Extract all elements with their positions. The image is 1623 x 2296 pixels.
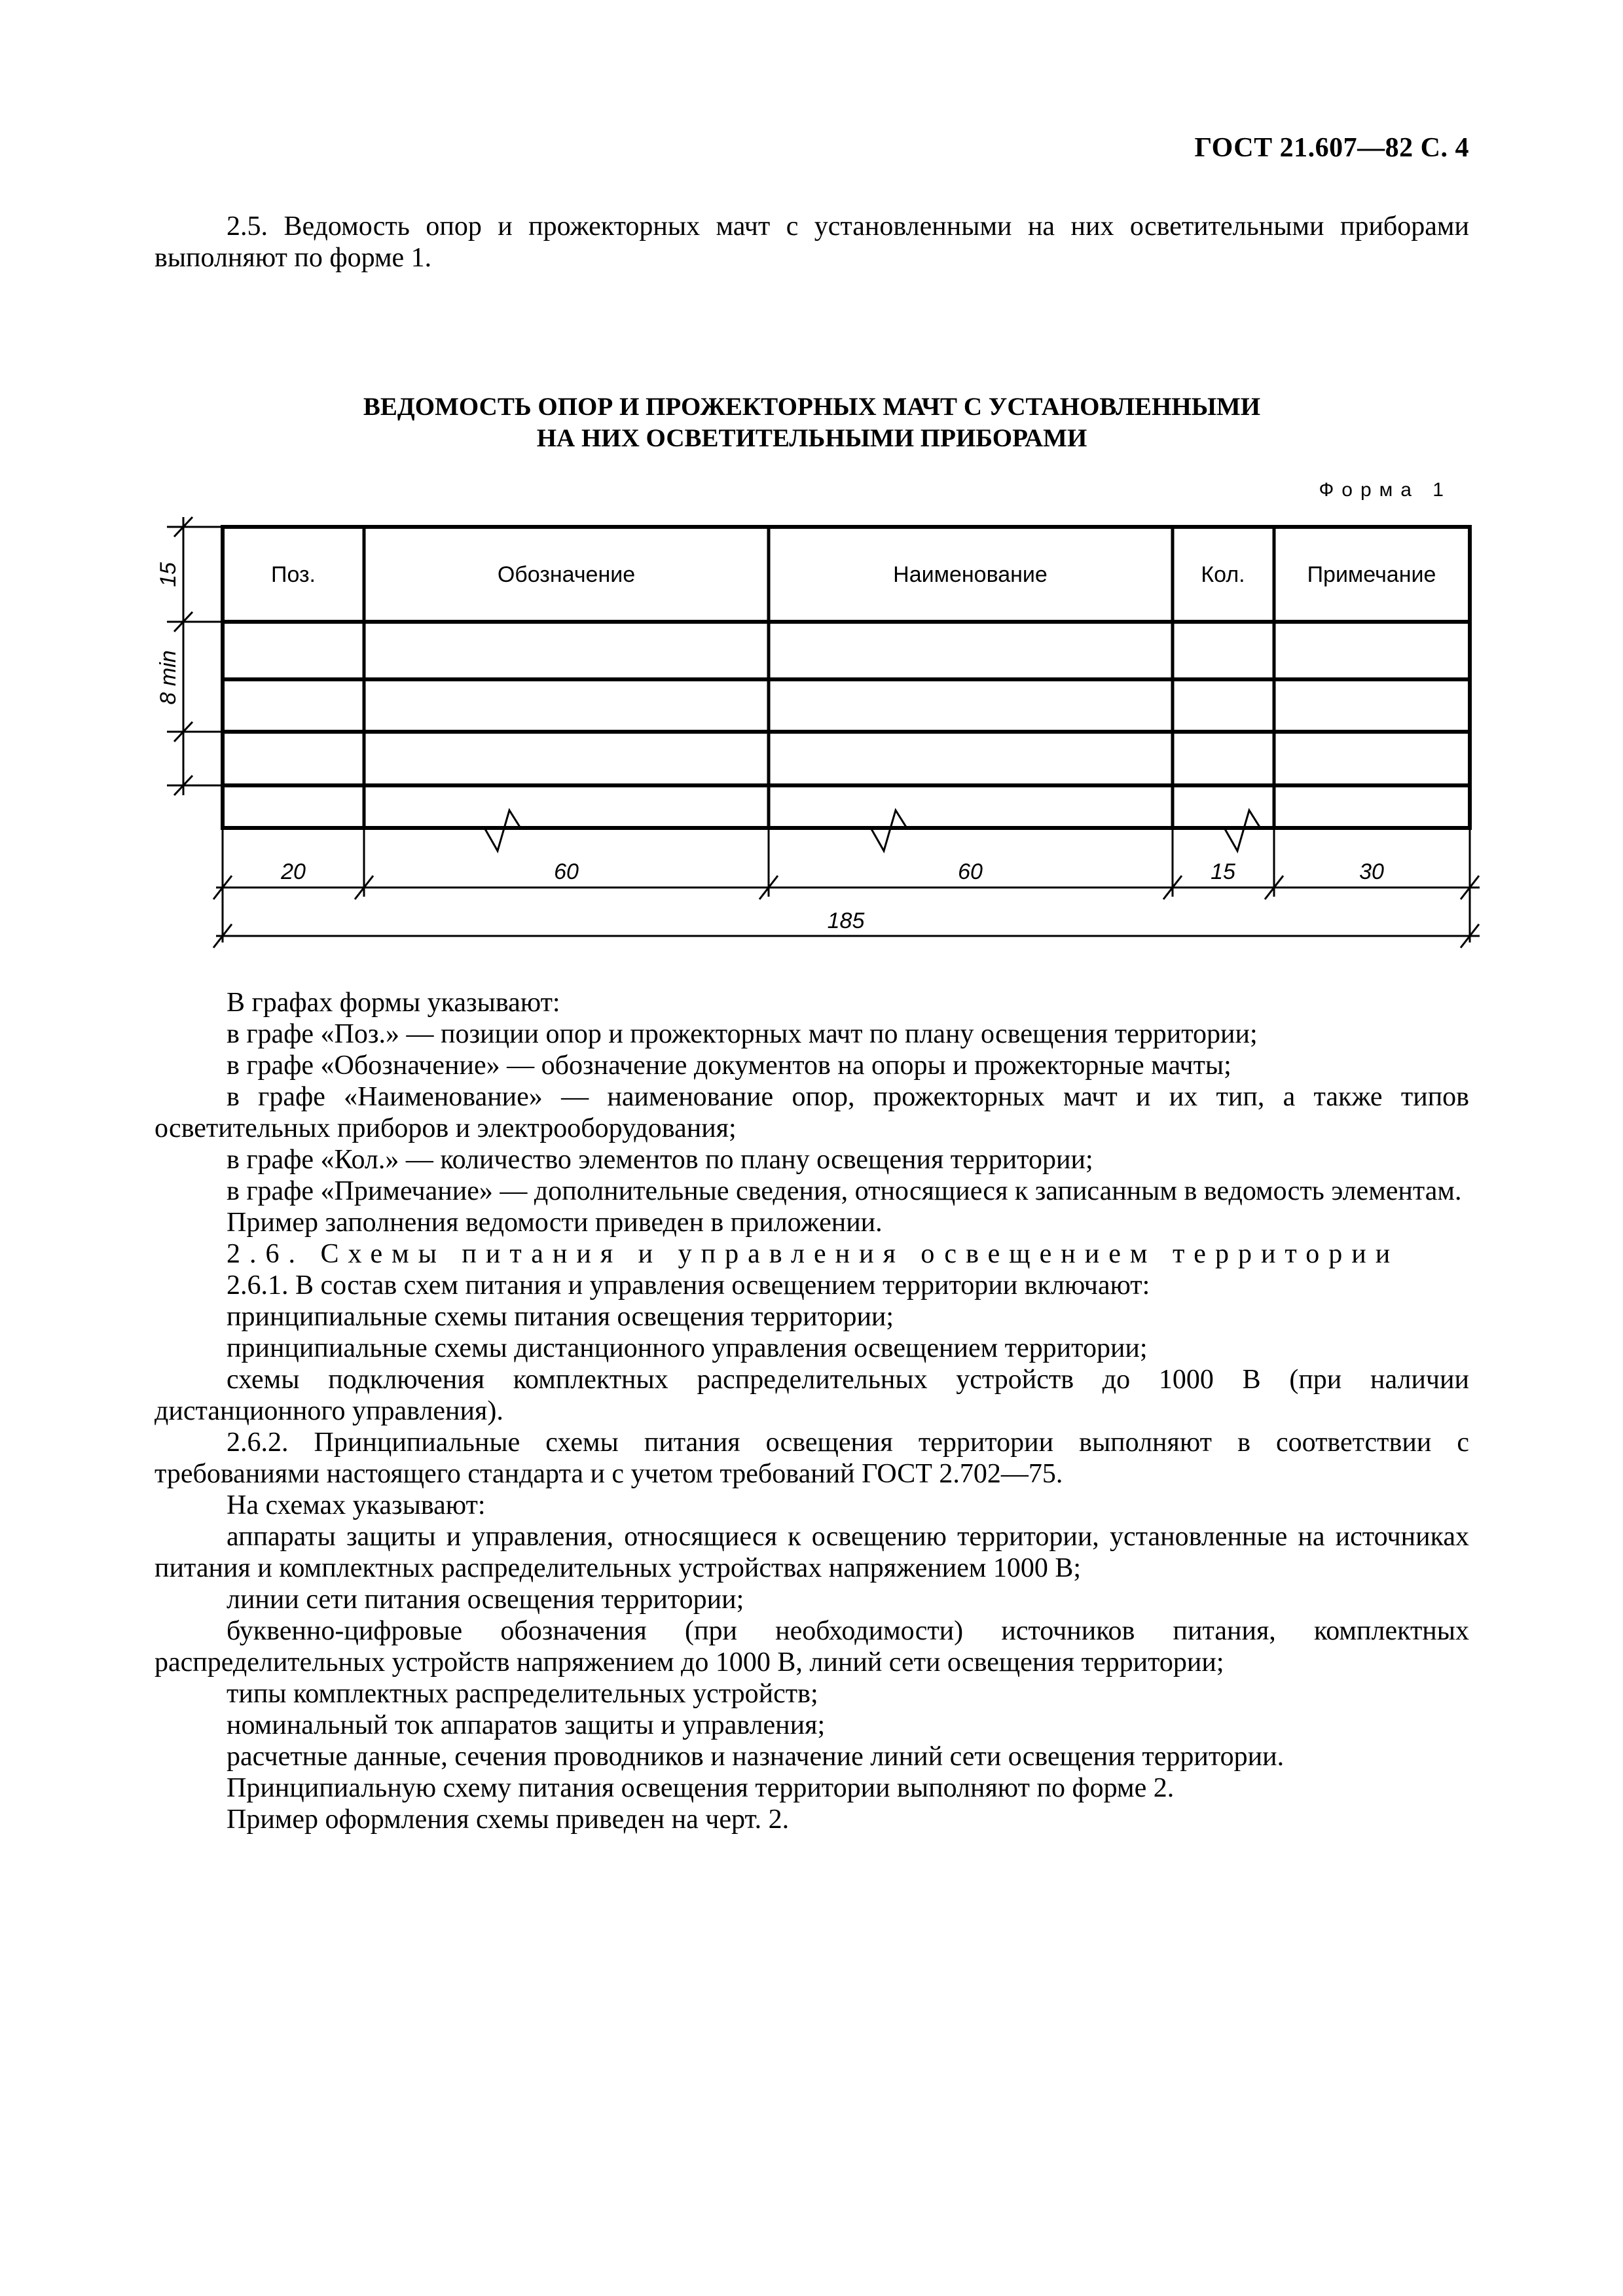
dim-width-designation: 60 xyxy=(554,859,579,884)
body-line: расчетные данные, сечения проводников и назначение линий сети освещения территории. xyxy=(227,1742,1285,1772)
body-line: аппараты защиты и управления, относящиеся к освещению территории, установленные на источниках питания и комплектных распределительных устройствах напряжением 1000 В; xyxy=(155,1522,1469,1583)
dim-width-note: 30 xyxy=(1359,859,1384,884)
page-header: ГОСТ 21.607—82 С. 4 xyxy=(1194,133,1469,163)
col-header-designation: Обозначение xyxy=(497,562,636,587)
col-header-pos: Поз. xyxy=(271,562,316,587)
form-table-drawing xyxy=(0,0,1623,969)
form-label: Форма 1 xyxy=(1319,479,1451,501)
body-line: 2.6.1. В состав схем питания и управления освещением территории включают: xyxy=(227,1270,1150,1300)
dim-width-qty: 15 xyxy=(1211,859,1235,884)
body-line: типы комплектных распределительных устройств; xyxy=(227,1679,818,1709)
body-line: в графе «Кол.» — количество элементов по плану освещения территории; xyxy=(227,1145,1093,1175)
body-line: номинальный ток аппаратов защиты и управления; xyxy=(227,1710,826,1740)
dim-header-height: 15 xyxy=(156,562,181,587)
body-line: в графе «Примечание» — дополнительные сведения, относящиеся к записанным в ведомость элементам. xyxy=(227,1176,1462,1206)
form-title-line-1: ВЕДОМОСТЬ ОПОР И ПРОЖЕКТОРНЫХ МАЧТ С УСТАНОВЛЕННЫМИ xyxy=(363,393,1261,421)
dim-width-pos: 20 xyxy=(281,859,306,884)
body-line: принципиальные схемы питания освещения территории; xyxy=(227,1302,894,1332)
body-line: принципиальные схемы дистанционного управления освещением территории; xyxy=(227,1333,1148,1363)
body-line: схемы подключения комплектных распределительных устройств до 1000 В (при наличии дистанционного управления). xyxy=(155,1365,1469,1426)
col-header-qty: Кол. xyxy=(1201,562,1245,587)
body-line: в графе «Поз.» — позиции опор и прожекторных мачт по плану освещения территории; xyxy=(227,1019,1258,1049)
col-header-note: Примечание xyxy=(1307,562,1436,587)
form-title-line-2: НА НИХ ОСВЕТИТЕЛЬНЫМИ ПРИБОРАМИ xyxy=(536,424,1087,452)
body-line: 2.6.2. Принципиальные схемы питания освещения территории выполняют в соответствии с требованиями настоящего стандарта и с учетом требований ГОСТ 2.702—75. xyxy=(155,1427,1469,1489)
body-line: линии сети питания освещения территории; xyxy=(227,1585,744,1615)
body-line: На схемах указывают: xyxy=(227,1490,486,1520)
body-line: Пример оформления схемы приведен на черт. 2. xyxy=(227,1804,790,1835)
section-heading-2-6: 2.6. Схемы питания и управления освещением территории xyxy=(227,1239,1400,1269)
body-line: Принципиальную схему питания освещения территории выполняют по форме 2. xyxy=(227,1773,1175,1803)
intro-paragraph: 2.5. Ведомость опор и прожекторных мачт с установленными на них осветительными приборами выполняют по форме 1. xyxy=(155,211,1469,273)
dim-row-height: 8 min xyxy=(156,650,181,705)
body-line: в графе «Наименование» — наименование опор, прожекторных мачт и их тип, а также типов осветительных приборов и электрооборудования; xyxy=(155,1082,1469,1143)
body-line: буквенно-цифровые обозначения (при необходимости) источников питания, комплектных распределительных устройств напряжением до 1000 В, линий сети освещения территории; xyxy=(155,1616,1469,1677)
form-instructions xyxy=(155,987,1469,1835)
dim-width-name: 60 xyxy=(958,859,983,884)
body-line: в графе «Обозначение» — обозначение документов на опоры и прожекторные мачты; xyxy=(227,1050,1231,1081)
body-line: В графах формы указывают: xyxy=(227,988,560,1018)
col-header-name: Наименование xyxy=(893,562,1048,587)
dim-total-width: 185 xyxy=(827,908,865,933)
body-line: Пример заполнения ведомости приведен в приложении. xyxy=(227,1208,883,1238)
